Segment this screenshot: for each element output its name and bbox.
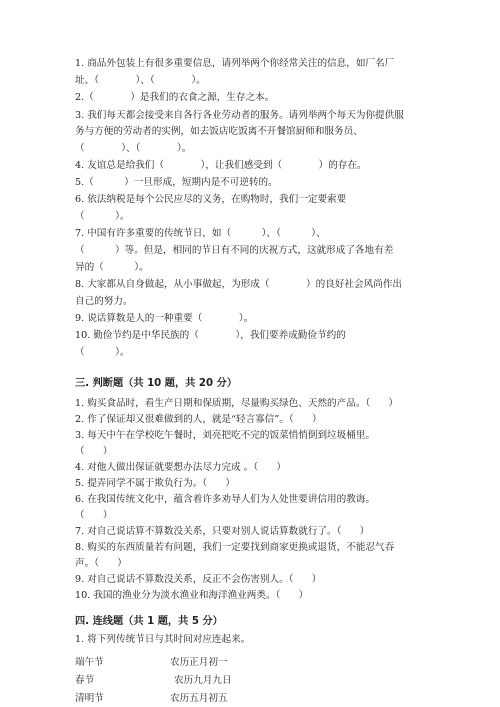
fill-line: 自己的努力。 (75, 296, 133, 307)
fill-line: 务与方便的劳动者的实例，如去饭店吃饭离不开餐馆厨师和服务员、 (75, 126, 363, 137)
fill-line: （ ）。 (75, 211, 130, 222)
fill-line: 址、（ ）、（ ）。 (75, 75, 206, 86)
fill-line: 9. 说话算数是人的一种重要（ ）。 (75, 313, 254, 324)
fill-line: 3. 我们每天都会接受来自各行各业劳动者的服务。请列举两个每天为你提供服 (75, 110, 404, 121)
fill-line: 4. 友谊总是给我们（ ），让我们感受到（ ）的存在。 (75, 160, 367, 171)
judge-line: 1. 购买食品时，看生产日期和保质期，尽量购买绿色、天然的产品。（ ） (75, 398, 399, 409)
festival-item: 端午节 (75, 657, 104, 668)
judge-line: 2. 作了保证却又很难做到的人，就是“轻言寡信”。（ ） (75, 414, 322, 425)
judge-line: 6. 在我国传统文化中，蕴含着许多劝导人们为人处世要讲信用的教诲。 (75, 494, 376, 505)
fill-line: 8. 大家都从自身做起，从小事做起，为形成（ ）的良好社会风尚作出 (75, 279, 403, 290)
fill-line: 6. 依法纳税是每个公民应尽的义务，在购物时，我们一定要索要 (75, 194, 347, 205)
judge-line: 5. 提弄同学不属于欺负行为。（ ） (75, 478, 236, 489)
match-instruction: 1. 将下列传统节日与其时间对应连起来。 (75, 634, 251, 645)
festival-item: 清明节 (75, 693, 104, 704)
fill-line: 异的（ ）。 (75, 262, 149, 273)
judge-line: 7. 对自己说话算不算数没关系，只要对别人说话算数就行了。（ ） (75, 526, 370, 537)
section-title: 三. 判断题（共 10 题，共 20 分） (75, 378, 238, 389)
judge-line: （ ） (75, 446, 113, 457)
section-title: 四. 连线题（共 1 题，共 5 分） (75, 616, 223, 627)
fill-line: 2.（ ）是我们的衣食之源，生存之本。 (75, 92, 275, 103)
judge-line: 10. 我国的渔业分为淡水渔业和海洋渔业两类。（ ） (75, 590, 309, 601)
fill-line: （ ）等。但是，相同的节日有不同的庆祝方式，这就形成了各地有差 (75, 245, 394, 256)
date-item: 农历九月九日 (174, 675, 232, 686)
judge-line: 8. 购买的东西质量若有问题，我们一定要找到商家更换或退货，不能忍气吞 (75, 542, 395, 553)
festival-item: 春节 (75, 675, 95, 686)
fill-line: 5.（ ）一旦形成，短期内是不可逆转的。 (75, 177, 278, 188)
judge-line: 3. 每天中午在学校吃午餐时，刘亮把吃不完的饭菜悄悄倒到垃圾桶里。 (75, 430, 376, 441)
judge-line: 9. 对自己说话不算数没关系，反正不会伤害别人。（ ） (75, 574, 322, 585)
judge-line: 声。（ ） (75, 558, 127, 569)
fill-line: 7. 中国有许多重要的传统节日，如（ ）、（ ）、 (75, 228, 326, 239)
date-item: 农历正月初一 (170, 657, 228, 668)
judge-line: （ ） (75, 510, 113, 521)
judge-line: 4. 对他人做出保证就要想办法尽力完成 。（ ） (75, 462, 287, 473)
fill-line: 1. 商品外包装上有很多重要信息，请列举两个你经常关注的信息，如厂名厂 (75, 58, 395, 69)
date-item: 农历五月初五 (170, 693, 228, 704)
fill-line: 10. 勤俭节约是中华民族的（ ），我们要养成勤俭节约的 (75, 330, 346, 341)
fill-line: （ ）。 (75, 347, 130, 358)
fill-line: （ ）、（ ）。 (75, 143, 192, 154)
